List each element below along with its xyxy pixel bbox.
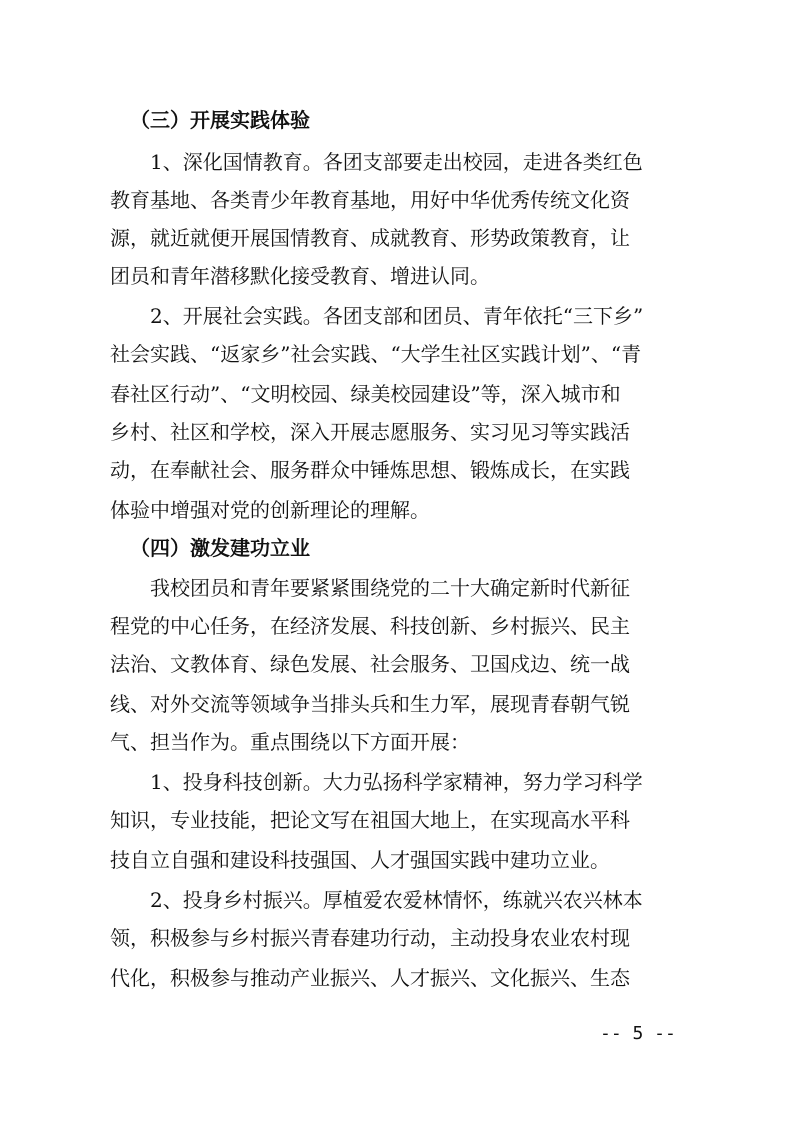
paragraph-line: 2、投身乡村振兴。厚植爱农爱林情怀，练就兴农兴林本 [150,888,643,912]
page-number: -- 5 -- [600,1023,676,1044]
paragraph-line: 1、投身科技创新。大力弘扬科学家精神，努力学习科学 [150,770,643,794]
paragraph-line: 乡村、社区和学校，深入开展志愿服务、实习见习等实践活 [110,420,630,444]
paragraph-line: 1、深化国情教育。各团支部要走出校园，走进各类红色 [150,150,643,174]
paragraph-line: 领，积极参与乡村振兴青春建功行动，主动投身农业农村现 [110,926,630,950]
paragraph-line: 线、对外交流等领域争当排头兵和生力军，展现青春朝气锐 [110,692,630,716]
paragraph-line: 教育基地、各类青少年教育基地，用好中华优秀传统文化资 [110,188,630,212]
paragraph-line: 春社区行动”、“文明校园、绿美校园建设”等，深入城市和 [110,382,621,406]
paragraph-line: 代化，积极参与推动产业振兴、人才振兴、文化振兴、生态 [110,966,630,990]
paragraph-line: 团员和青年潜移默化接受教育、增进认同。 [110,264,490,288]
paragraph-line: 体验中增强对党的创新理论的理解。 [110,498,430,522]
paragraph-line: 气、担当作为。重点围绕以下方面开展： [110,730,470,754]
paragraph-line: 动，在奉献社会、服务群众中锤炼思想、锻炼成长，在实践 [110,458,630,482]
section-heading-3: （三）开展实践体验 [130,108,310,132]
paragraph-line: 知识，专业技能，把论文写在祖国大地上，在实现高水平科 [110,808,630,832]
section-heading-4: （四）激发建功立业 [130,536,310,560]
paragraph-line: 源，就近就便开展国情教育、成就教育、形势政策教育，让 [110,226,630,250]
paragraph-line: 技自立自强和建设科技强国、人才强国实践中建功立业。 [110,848,610,872]
paragraph-line: 社会实践、“返家乡”社会实践、“大学生社区实践计划”、“青 [110,342,642,366]
paragraph-line: 法治、文教体育、绿色发展、社会服务、卫国戍边、统一战 [110,652,630,676]
paragraph-line: 程党的中心任务，在经济发展、科技创新、乡村振兴、民主 [110,614,630,638]
paragraph-line: 我校团员和青年要紧紧围绕党的二十大确定新时代新征 [150,576,630,600]
paragraph-line: 2、开展社会实践。各团支部和团员、青年依托“三下乡” [150,304,644,328]
